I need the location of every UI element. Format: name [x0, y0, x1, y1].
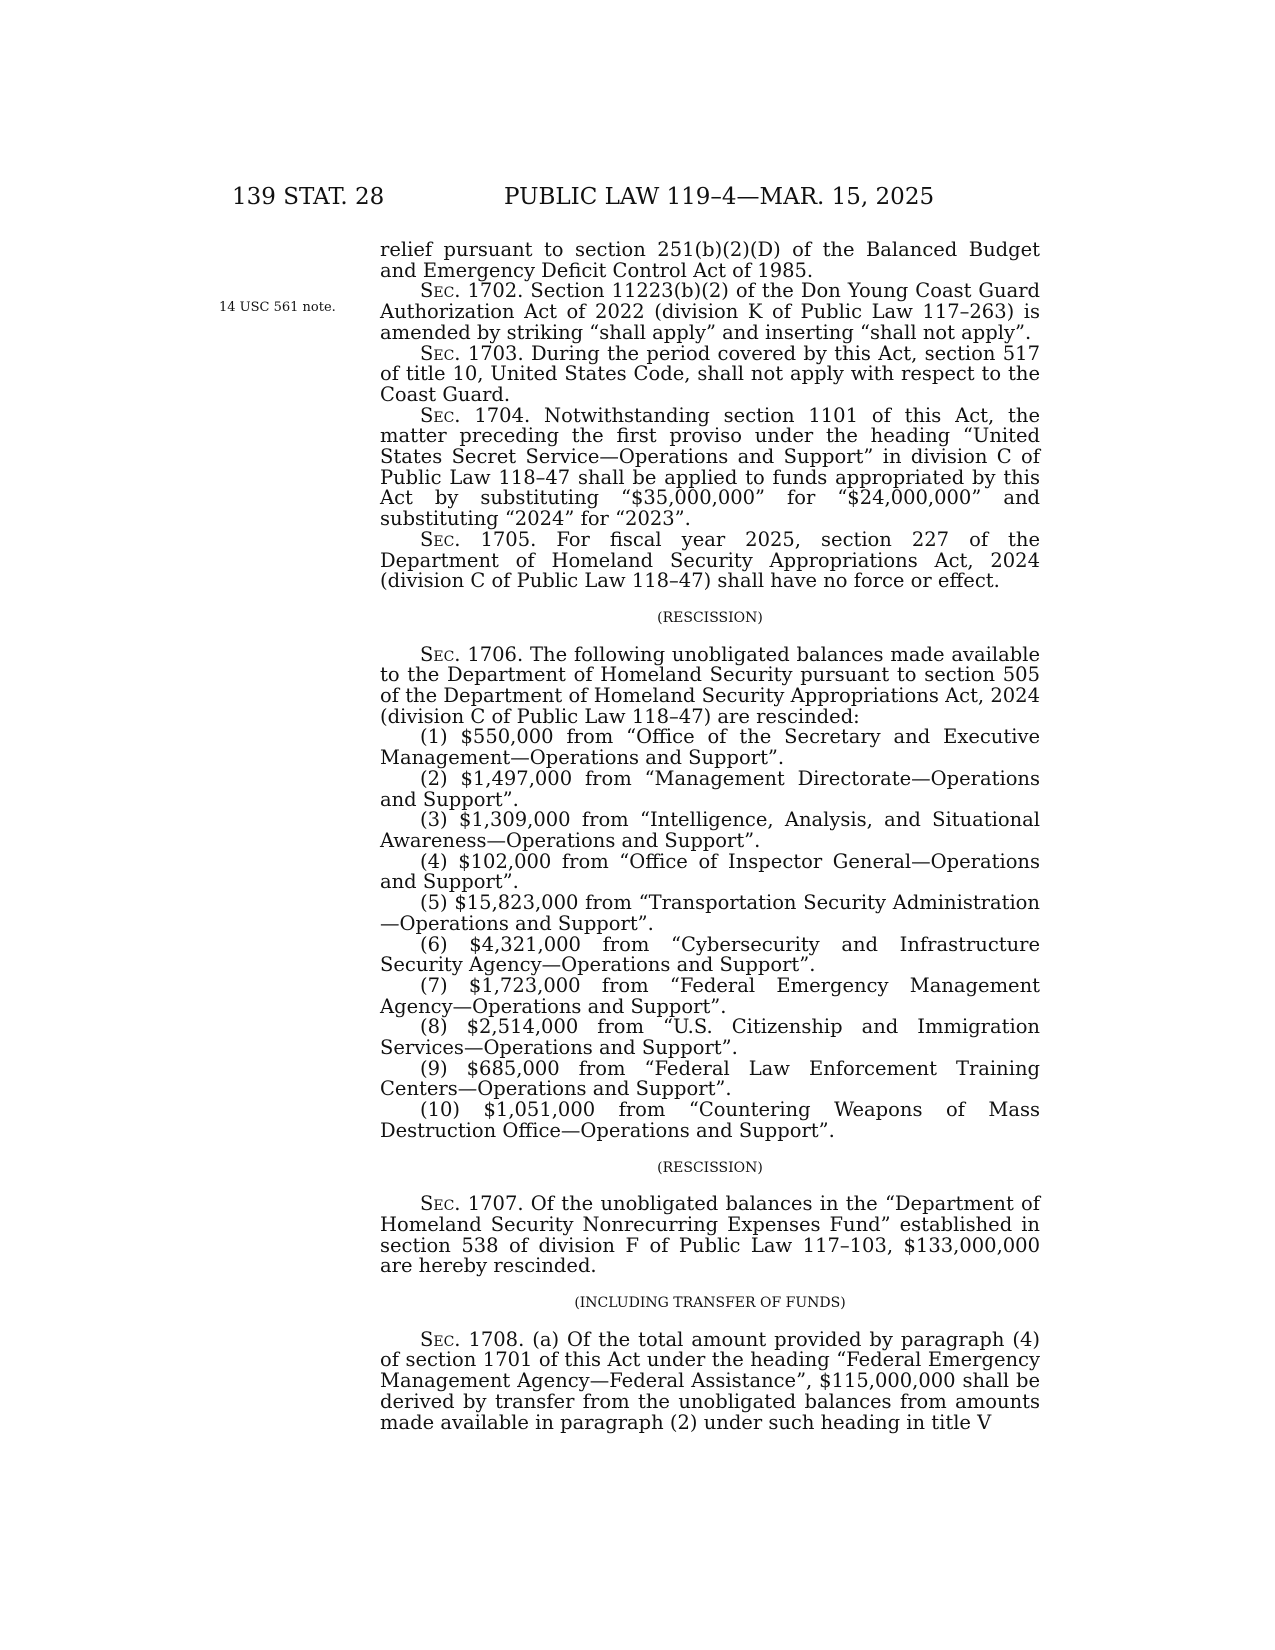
section-label: Sec. 1707.	[420, 1192, 524, 1216]
list-item: (9) $685,000 from “Federal Law Enforcement Training Centers—Operations and Support”.	[380, 1056, 1040, 1101]
list-item: (4) $102,000 from “Office of Inspector General—Operations and Support”.	[380, 849, 1040, 894]
section-1702	[380, 281, 1040, 343]
list-item: (2) $1,497,000 from “Management Directorate—Operations and Support”.	[380, 766, 1040, 811]
section-text: The following unobligated balances made available to the Department of Homeland Security pursuant to section 505 of the Department of Homeland Security Appropriations Act, 2024 (division C of Public Law 118–47) are rescinded:	[380, 642, 1040, 728]
list-item: (10) $1,051,000 from “Countering Weapons of Mass Destruction Office—Operations and Support”.	[380, 1098, 1040, 1142]
paragraph-continuation: relief pursuant to section 251(b)(2)(D) of the Balanced Budget and Emergency Deficit Control Act of 1985.	[380, 238, 1040, 282]
section-label: Sec. 1705.	[420, 527, 537, 551]
statute-page-number: 139 STAT. 28	[232, 184, 385, 210]
section-1705	[380, 527, 1040, 593]
list-item: (6) $4,321,000 from “Cybersecurity and Infrastructure Security Agency—Operations and Support”.	[380, 932, 1040, 977]
section-1704	[380, 403, 1040, 531]
section-label: Sec. 1703.	[420, 341, 524, 365]
page-header	[232, 184, 1032, 220]
list-item: (3) $1,309,000 from “Intelligence, Analysis, and Situational Awareness—Operations and Support”.	[380, 808, 1040, 852]
section-text: Of the unobligated balances in the “Department of Homeland Security Nonrecurring Expenses Fund” established in section 538 of division F of Public Law 117–103, $133,000,000 are hereby rescinded.	[380, 1192, 1040, 1278]
section-text: Section 11223(b)(2) of the Don Young Coast Guard Authorization Act of 2022 (division K of Public Law 117–263) is amended by striking “shall apply” and inserting “shall not apply”.	[380, 279, 1040, 344]
list-item: (5) $15,823,000 from “Transportation Security Administration—Operations and Support”.	[380, 891, 1040, 935]
rescission-heading: (RESCISSION)	[657, 1159, 763, 1176]
section-1703	[380, 341, 1040, 406]
section-label: Sec. 1702.	[420, 279, 524, 303]
section-label: Sec. 1706.	[420, 642, 524, 666]
section-text: During the period covered by this Act, section 517 of title 10, United States Code, shall not apply with respect to the Coast Guard.	[380, 341, 1040, 406]
list-item: (7) $1,723,000 from “Federal Emergency Management Agency—Operations and Support”.	[380, 973, 1040, 1018]
section-text: For fiscal year 2025, section 227 of the Department of Homeland Security Appropriations Act, 2024 (division C of Public Law 118–47) shall have no force or effect.	[380, 527, 1040, 593]
section-text: Notwithstanding section 1101 of this Act, the matter preceding the first proviso under the heading “United States Secret Service—Operations and Support” in division C of Public Law 118–47 shall be applied to funds appropriated by this Act by substituting “$35,000,000” for “$24,000,000” and substituting “2024” for “2023”.	[380, 403, 1040, 531]
list-item: (1) $550,000 from “Office of the Secretary and Executive Management—Operations and Support”.	[380, 725, 1040, 770]
section-1708	[380, 1327, 1040, 1434]
section-1706	[380, 642, 1040, 728]
public-law-title: PUBLIC LAW 119–4—MAR. 15, 2025	[504, 184, 935, 210]
margin-note: 14 USC 561 note.	[219, 300, 336, 315]
section-text: (a) Of the total amount provided by paragraph (4) of section 1701 of this Act under the heading “Federal Emergency Management Agency—Federal Assistance”, $115,000,000 shall be derived by transfer from the unobligated balances from amounts made available in paragraph (2) under such heading in title V	[380, 1327, 1040, 1434]
section-label: Sec. 1708.	[420, 1327, 525, 1351]
section-label: Sec. 1704.	[420, 403, 531, 427]
section-1707	[380, 1194, 1040, 1277]
transfer-of-funds-heading: (INCLUDING TRANSFER OF FUNDS)	[574, 1295, 846, 1312]
list-item: (8) $2,514,000 from “U.S. Citizenship and Immigration Services—Operations and Support”.	[380, 1015, 1040, 1060]
rescission-heading: (RESCISSION)	[657, 609, 763, 626]
document-body	[380, 240, 1040, 1433]
